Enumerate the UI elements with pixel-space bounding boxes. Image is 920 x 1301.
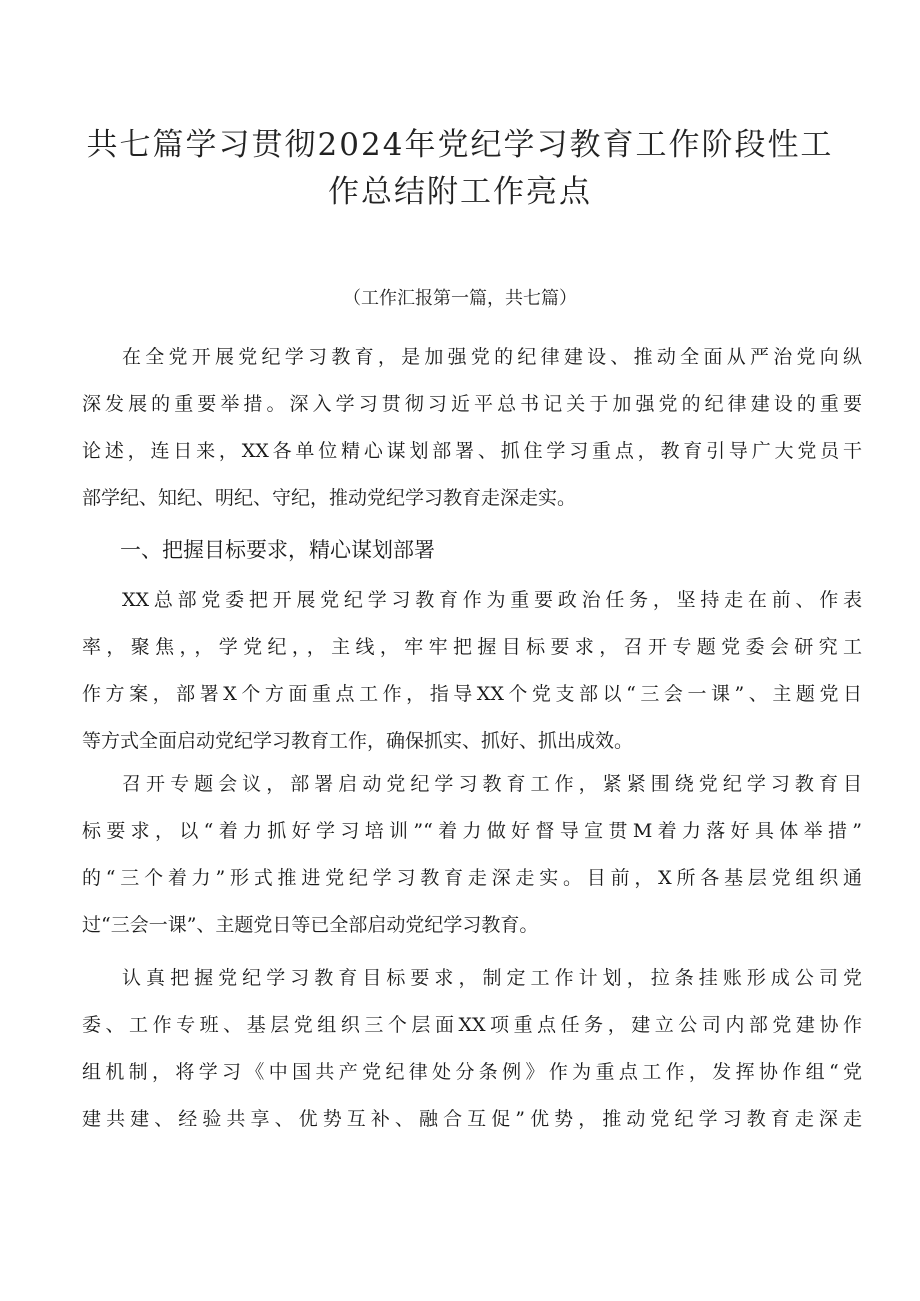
paragraph-line: 论述，连日来，XX各单位精心谋划部署、抓住学习重点，教育引导广大党员干 <box>82 440 862 462</box>
paragraph-line: 深发展的重要举措。深入学习贯彻习近平总书记关于加强党的纪律建设的重要 <box>82 393 862 415</box>
paragraph-line: 的“三个着力”形式推进党纪学习教育走深走实。目前，X所各基层党组织通 <box>82 867 862 889</box>
paragraph-line: 召开专题会议，部署启动党纪学习教育工作，紧紧围绕党纪学习教育目 <box>122 773 862 795</box>
paragraph-line: 过“三会一课”、主题党日等已全部启动党纪学习教育。 <box>82 914 539 936</box>
paragraph-line: 等方式全面启动党纪学习教育工作，确保抓实、抓好、抓出成效。 <box>82 730 634 752</box>
paragraph-line: 标要求，以“着力抓好学习培训”“着力做好督导宣贯M着力落好具体举措” <box>82 820 862 842</box>
paragraph-line: 率，聚焦，，学党纪，，主线，牢牢把握目标要求，召开专题党委会研究工 <box>82 636 862 658</box>
paragraph-line: 组机制，将学习《中国共产党纪律处分条例》作为重点工作，发挥协作组“党 <box>82 1061 862 1083</box>
paragraph-line: 作方案，部署X个方面重点工作，指导XX个党支部以“三会一课”、主题党日 <box>82 683 862 705</box>
document-title-line-2: 作总结附工作亮点 <box>328 174 592 210</box>
paragraph-line: 委、工作专班、基层党组织三个层面XX项重点任务，建立公司内部党建协作 <box>82 1014 862 1036</box>
body-paragraph-2 <box>82 761 862 949</box>
paragraph-line: 建共建、经验共享、优势互补、融合互促”优势，推动党纪学习教育走深走 <box>82 1108 862 1130</box>
body-paragraph-3 <box>82 955 862 1143</box>
body-paragraph-1 <box>82 577 862 765</box>
document-subtitle: （工作汇报第一篇，共七篇） <box>343 288 577 309</box>
paragraph-line: XX总部党委把开展党纪学习教育作为重要政治任务，坚持走在前、作表 <box>122 589 862 611</box>
intro-paragraph <box>82 334 862 522</box>
document-title-line-1: 共七篇学习贯彻2024年党纪学习教育工作阶段性工 <box>86 127 834 163</box>
paragraph-line: 在全党开展党纪学习教育，是加强党的纪律建设、推动全面从严治党向纵 <box>122 346 862 368</box>
paragraph-line: 认真把握党纪学习教育目标要求，制定工作计划，拉条挂账形成公司党 <box>122 967 862 989</box>
paragraph-line: 部学纪、知纪、明纪、守纪，推动党纪学习教育走深走实。 <box>82 487 577 509</box>
section-heading: 一、把握目标要求，精心谋划部署 <box>120 538 435 562</box>
